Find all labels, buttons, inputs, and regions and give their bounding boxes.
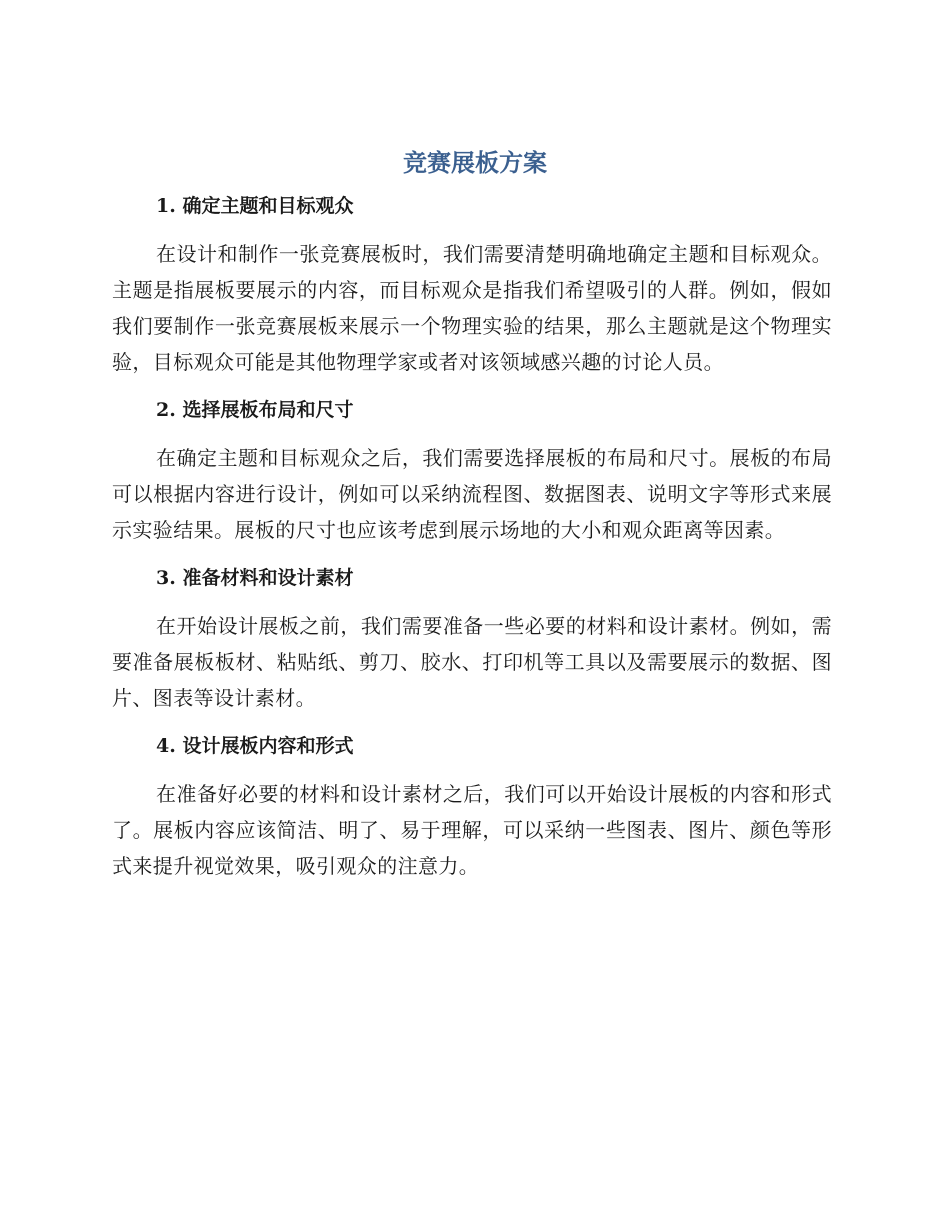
section-paragraph: 在确定主题和目标观众之后，我们需要选择展板的布局和尺寸。展板的布局可以根据内容进行设计，例如可以采纳流程图、数据图表、说明文字等形式来展示实验结果。展板的尺寸也应该考虑到展示场地的大小和观众距离等因素。 [112, 446, 832, 542]
document-title: 竞赛展板方案 [403, 149, 547, 177]
section-4 [112, 728, 832, 884]
section-paragraph: 在开始设计展板之前，我们需要准备一些必要的材料和设计素材。例如，需要准备展板板材、粘贴纸、剪刀、胶水、打印机等工具以及需要展示的数据、图片、图表等设计素材。 [112, 614, 832, 710]
section-heading: 3. 准备材料和设计素材 [156, 567, 354, 589]
document-content [112, 188, 832, 896]
section-1 [112, 188, 832, 380]
section-heading: 4. 设计展板内容和形式 [156, 735, 354, 757]
section-heading: 2. 选择展板布局和尺寸 [156, 399, 354, 421]
section-3 [112, 560, 832, 716]
section-paragraph: 在准备好必要的材料和设计素材之后，我们可以开始设计展板的内容和形式了。展板内容应该简洁、明了、易于理解，可以采纳一些图表、图片、颜色等形式来提升视觉效果，吸引观众的注意力。 [112, 782, 832, 878]
section-paragraph: 在设计和制作一张竞赛展板时，我们需要清楚明确地确定主题和目标观众。主题是指展板要展示的内容，而目标观众是指我们希望吸引的人群。例如，假如我们要制作一张竞赛展板来展示一个物理实验的结果，那么主题就是这个物理实验，目标观众可能是其他物理学家或者对该领域感兴趣的讨论人员。 [112, 242, 832, 374]
section-2 [112, 392, 832, 548]
section-heading: 1. 确定主题和目标观众 [156, 195, 354, 217]
